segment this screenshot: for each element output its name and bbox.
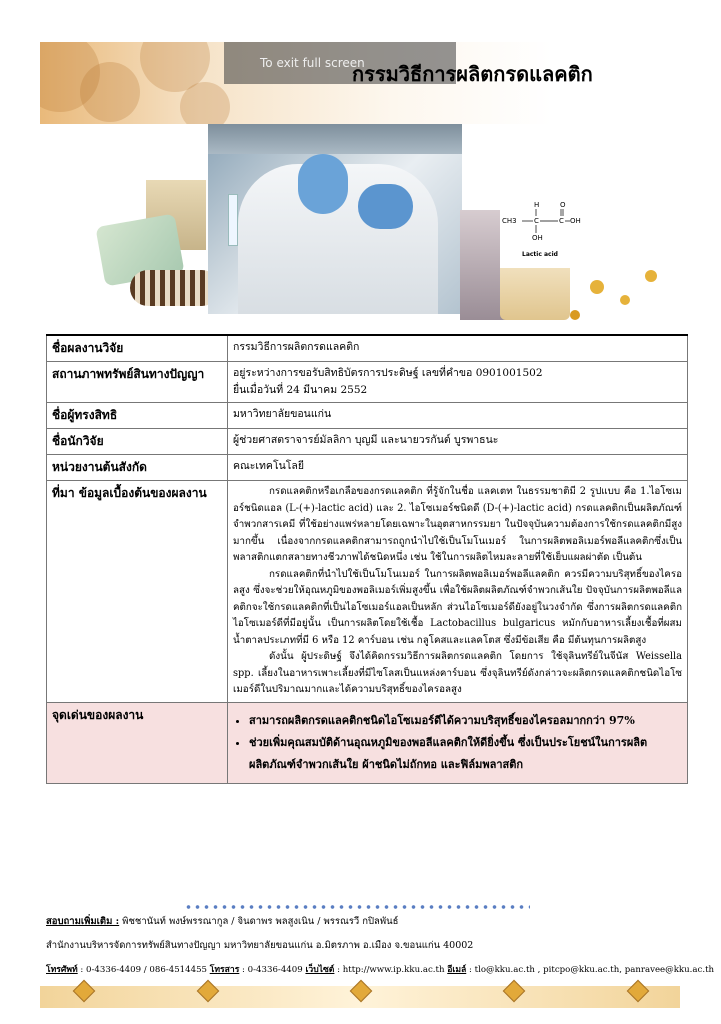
atom-ch3: CH3 (502, 217, 517, 225)
website-link[interactable]: : http://www.ip.kku.ac.th (334, 965, 448, 975)
row-key: ชื่อผู้ทรงสิทธิ (47, 403, 228, 429)
atom-h: H (534, 201, 540, 209)
atom-o: O (560, 201, 566, 209)
contact-inquiry (46, 914, 398, 929)
highlight-item: • ช่วยเพิ่มคุณสมบัติด้านอุณหภูมิของพอลีแลคติกให้ดียิ่งขึ้น ซึ่งเป็นประโยชน์ในการผลิตผลิตภัณฑ์จำพวกเส้นใย ผ้าชนิดไม่ถักทอ และฟิล์มพลาสติก (249, 732, 682, 776)
contact-line (46, 962, 714, 976)
lactic-acid-label: Lactic acid (522, 251, 558, 258)
fullscreen-exit-overlay[interactable]: To exit full screen (224, 42, 456, 84)
row-value-line: ผู้ช่วยศาสตราจารย์มัลลิกา บุญมี และนายวรกันต์ บูรพาธนะ (233, 434, 499, 446)
email-links[interactable]: : tlo@kku.ac.th , pitcpo@kku.ac.th, panravee@kku.ac.th (466, 965, 715, 975)
fax-value: : 0-4336-4409 (239, 965, 306, 975)
row-key: ชื่อนักวิจัย (47, 429, 228, 455)
row-value-line: คณะเทคโนโลยี (233, 460, 304, 472)
website-label: เว็บไซต์ (305, 965, 335, 975)
table-row (47, 335, 688, 362)
background-paragraph: กรดแลคติกหรือเกลือของกรดแลคติก ที่รู้จักในชื่อ แลคเตท ในธรรมชาติมี 2 รูปแบบ คือ 1.ไอโซเมอร์ชนิดแอล (L-(+)-lactic acid) และ 2. ไอโซเมอร์ชนิดดี (D-(+)-lactic acid) กรดแลคติกเป็นผลิตภัณฑ์จำพวกสารเคมี ที่ใช้อย่างแพร่หลายโดยเฉพาะในอุตสาหกรรมยา ในปัจจุบันความต้องการใช้กรดแลคติกมีสูงมากขึ้น เนื่องจากกรดแลคติกสามารถถูกนำไปใช้เป็นโมโนเมอร์ ในการผลิตพอลิเมอร์พอลีแลคติกซึ่งเป็นพลาสติกแตกสลายทางชีวภาพได้ชนิดหนึ่ง เช่น ใช้ในการผลิตไหมละลายที่ใช้เย็บแผลผ่าตัด เป็นต้น (233, 486, 682, 563)
row-value (228, 403, 688, 429)
background-paragraph: ดังนั้น ผู้ประดิษฐ์ จึงได้คิดกรรมวิธีการผลิตกรดแลคติก โดยการ ใช้จุลินทรีย์ในจีนัส Weissella spp. เลี้ยงในอาหารเพาะเลี้ยงที่มีไซโลสเป็นแหล่งคาร์บอน ซึ่งจุลินทรีย์ดังกล่าวจะผลิตกรดแลคติกชนิดไอโซเมอร์ดีในปริมาณมากและได้ความบริสุทธิ์ของไครอลสูง (233, 651, 682, 695)
row-value (228, 362, 688, 403)
atom-c1: C (534, 217, 539, 225)
row-value (228, 455, 688, 481)
row-key: จุดเด่นของผลงาน (47, 702, 228, 783)
footer-ornament (40, 986, 680, 1008)
phone-value[interactable]: : 0-4336-4409 / 086-4514455 (77, 965, 210, 975)
atom-oh2: OH (532, 234, 543, 242)
row-value-line: มหาวิทยาลัยขอนแก่น (233, 408, 332, 420)
row-key: หน่วยงานต้นสังกัด (47, 455, 228, 481)
dotted-divider (184, 904, 530, 910)
contact-office: สำนักงานบริหารจัดการทรัพย์สินทางปัญญา มหาวิทยาลัยขอนแก่น อ.มิตรภาพ อ.เมือง จ.ขอนแก่น 40002 (46, 940, 474, 951)
table-row (47, 429, 688, 455)
banner-ornament (40, 42, 230, 124)
row-value-line: กรรมวิธีการผลิตกรดแลคติก (233, 341, 360, 353)
row-key: ชื่อผลงานวิจัย (47, 335, 228, 362)
inquiry-names: พิชชานันท์ พงษ์พรรณากูล / จินดาพร พลสูงเนิน / พรรณรวี กปิลพันธ์ (119, 916, 399, 927)
row-value-line: อยู่ระหว่างการขอรับสิทธิบัตรการประดิษฐ์ เลขที่คำขอ 0901001502 (233, 367, 543, 379)
fax-label: โทรสาร (209, 965, 240, 975)
atom-oh1: OH (570, 217, 581, 225)
table-row (47, 362, 688, 403)
background-paragraph: กรดแลคติกที่นำไปใช้เป็นโมโนเมอร์ ในการผลิตพอลิเมอร์พอลีแลคติก ควรมีความบริสุทธิ์ของไครอลสูง ซึ่งจะช่วยให้อุณหภูมิของพอลิเมอร์เพิ่มสูงขึ้น เพื่อใช้ผลิตผลิตภัณฑ์จำพวกเส้นใย ปัจจุบันการผลิตพอลีแลคติกจะใช้กรดแลคติกที่เป็นไอโซเมอร์แอลเป็นหลัก ส่วนไอโซเมอร์ดียังอยู่ในวงจำกัด ซึ่งการผลิตกรดแลคติกไอโซเมอร์ดีที่มีอยู่นั้น เป็นการผลิตโดยใช้เชื้อ Lactobacillus bulgaricus หมักกับอาหารเลี้ยงเชื้อที่ผสมน้ำตาลประเภทที่มี 6 หรือ 12 คาร์บอน เช่น กลูโคสและแลคโตส ซึ่งมีข้อเสีย คือ มีต้นทุนการผลิตสูง (233, 568, 682, 646)
row-value (228, 429, 688, 455)
row-value (228, 335, 688, 362)
collage-left-image (100, 180, 220, 320)
table-row-background (47, 481, 688, 703)
page-title: กรรมวิธีการผลิตกรดแลคติก (352, 62, 593, 86)
table-row-highlights (47, 702, 688, 783)
email-label: อีเมล์ (447, 965, 467, 975)
table-row (47, 403, 688, 429)
phone-label: โทรศัพท์ (46, 965, 78, 975)
highlight-item: • สามารถผลิตกรดแลคติกชนิดไอโซเมอร์ดีได้ความบริสุทธิ์ของไครอลมากกว่า 97% (249, 710, 682, 732)
row-key: ที่มา ข้อมูลเบื้องต้นของผลงาน (47, 481, 228, 703)
lactic-acid-structure (500, 196, 582, 268)
background-text (228, 481, 688, 703)
table-row (47, 455, 688, 481)
info-table (46, 334, 688, 784)
lab-photo (208, 124, 462, 314)
highlights-list (228, 702, 688, 783)
row-key: สถานภาพทรัพย์สินทางปัญญา (47, 362, 228, 403)
inquiry-label: สอบถามเพิ่มเติม : (46, 916, 120, 927)
atom-c2: C (559, 217, 564, 225)
row-value-line: ยื่นเมื่อวันที่ 24 มีนาคม 2552 (233, 384, 368, 396)
